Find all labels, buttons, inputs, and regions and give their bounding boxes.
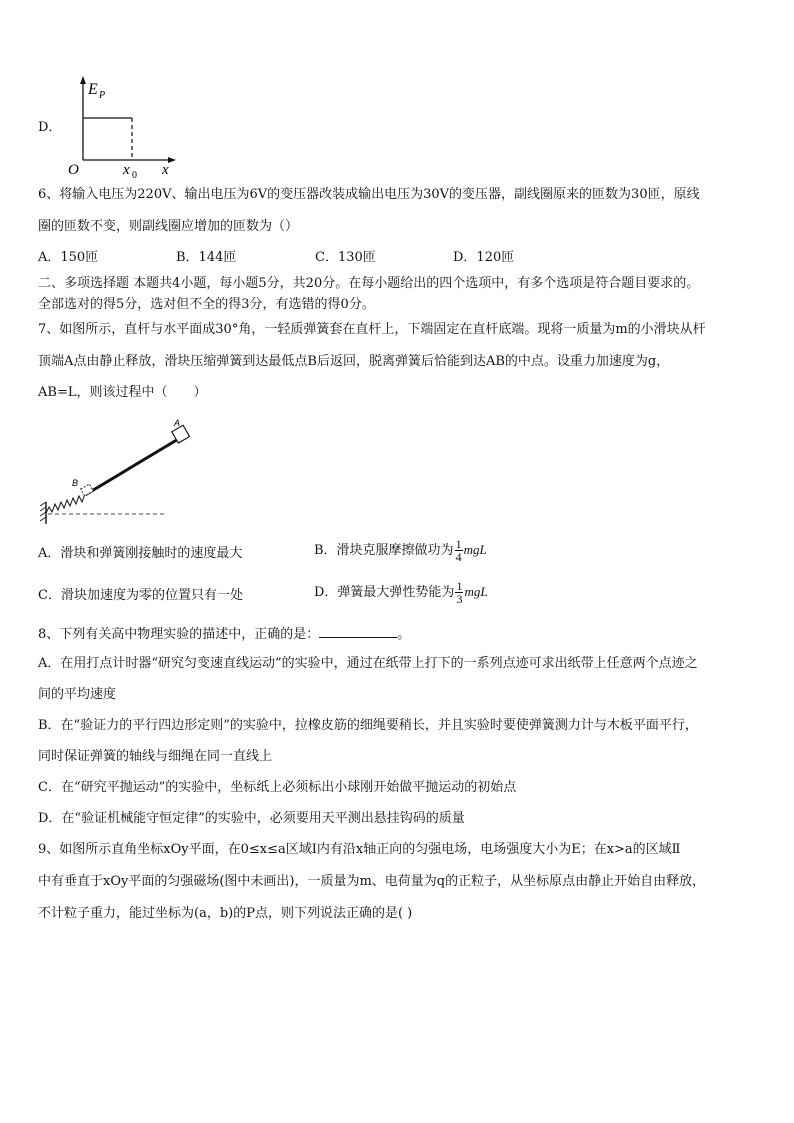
q7-option-d-fraction: $\frac{1}{3}$	[456, 579, 463, 606]
y-axis-label: E	[88, 81, 98, 98]
q8-option-b-line1: B．在“验证力的平行四边形定则”的实验中，拉橡皮筋的细绳要稍长，并且实验时要使弹簧测力计与木板平面平行，	[38, 718, 698, 733]
q5-option-d-label: D．	[38, 120, 62, 135]
q6-stem-line1: 6、将输入电压为220V、输出电压为6V的变压器改装成输出电压为30V的变压器，副线圈原来的匝数为30匝，原线	[38, 187, 700, 202]
label-b: B	[72, 478, 79, 488]
label-a: A	[174, 418, 181, 428]
x-axis-label: x	[162, 162, 169, 178]
q5-ep-graph	[60, 74, 180, 180]
q9-stem-line1: 9、如图所示直角坐标xOy平面，在0≤x≤a区域Ⅰ内有沿x轴正向的匀强电场，电场强度大小为E；在x>a的区域Ⅱ	[38, 842, 681, 857]
spring	[46, 494, 85, 513]
y-axis-label-sub: P	[99, 90, 106, 101]
q8-answer-blank	[319, 625, 397, 638]
q8-option-b-line2: 同时保证弹簧的轴线与细绳在同一直线上	[38, 749, 273, 764]
x0-label: x	[123, 162, 130, 178]
y-axis-arrow	[80, 76, 86, 84]
x0-sub: 0	[132, 170, 137, 181]
q8-stem: 8、下列有关高中物理实验的描述中，正确的是： 。	[38, 627, 411, 642]
q6-option-d: D．120匝	[453, 250, 515, 265]
x-axis-arrow	[168, 157, 176, 163]
q6-stem-line2: 圈的匝数不变，则副线圈应增加的匝数为（）	[38, 219, 299, 234]
rod	[85, 438, 180, 495]
q8-option-a-line1: A．在用打点计时器“研究匀变速直线运动”的实验中，通过在纸带上打下的一系列点迹可求出纸带上任意两个点迹之	[38, 656, 698, 671]
origin-label: O	[68, 162, 79, 178]
block-b	[81, 484, 94, 496]
q7-option-c: C．滑块加速度为零的位置只有一处	[38, 588, 243, 603]
q8-option-c: C．在“研究平抛运动”的实验中，坐标纸上必须标出小球刚开始做平抛运动的初始点	[38, 780, 517, 795]
q9-stem-line2: 中有垂直于xOy平面的匀强磁场(图中未画出)，一质量为m、电荷量为q的正粒子，从坐标原点由静止开始自由释放，	[38, 874, 706, 889]
wall-hatch	[40, 502, 46, 521]
q6-option-a: A．150匝	[38, 250, 99, 265]
q7-option-a: A．滑块和弹簧刚接触时的速度最大	[38, 546, 243, 561]
q6-option-b: B．144匝	[176, 250, 237, 265]
q7-option-b-fraction: $\frac{1}{4}$	[455, 537, 462, 564]
q7-stem-line2: 顶端A点由静止释放，滑块压缩弹簧到达最低点B后返回，脱离弹簧后恰能到达AB的中点。设重力加速度为g，	[38, 354, 670, 369]
section2-line1: 二、多项选择题 本题共4小题，每小题5分，共20分。在每小题给出的四个选项中，有多个选项是符合题目要求的。	[38, 276, 700, 291]
q7-incline-figure	[40, 416, 180, 526]
q7-option-d: D．弹簧最大弹性势能为 $\frac{1}{3}$ mgL	[314, 579, 488, 606]
q7-stem-line1: 7、如图所示，直杆与水平面成30°角，一轻质弹簧套在直杆上，下端固定在直杆底端。现将一质量为m的小滑块从杆	[38, 322, 706, 337]
q8-option-d: D．在“验证机械能守恒定律”的实验中，必须要用天平测出悬挂钩码的质量	[38, 811, 465, 826]
q9-stem-line3: 不计粒子重力，能过坐标为(a，b)的P点，则下列说法正确的是( )	[38, 906, 413, 921]
q6-option-c: C．130匝	[315, 250, 376, 265]
section2-line2: 全部选对的得5分，选对但不全的得3分，有选错的得0分。	[38, 297, 375, 312]
q7-stem-line3: AB=L，则该过程中（ ）	[38, 385, 207, 400]
q7-option-b: B．滑块克服摩擦做功为 $\frac{1}{4}$ mgL	[314, 537, 487, 564]
q8-option-a-line2: 间的平均速度	[38, 687, 117, 702]
